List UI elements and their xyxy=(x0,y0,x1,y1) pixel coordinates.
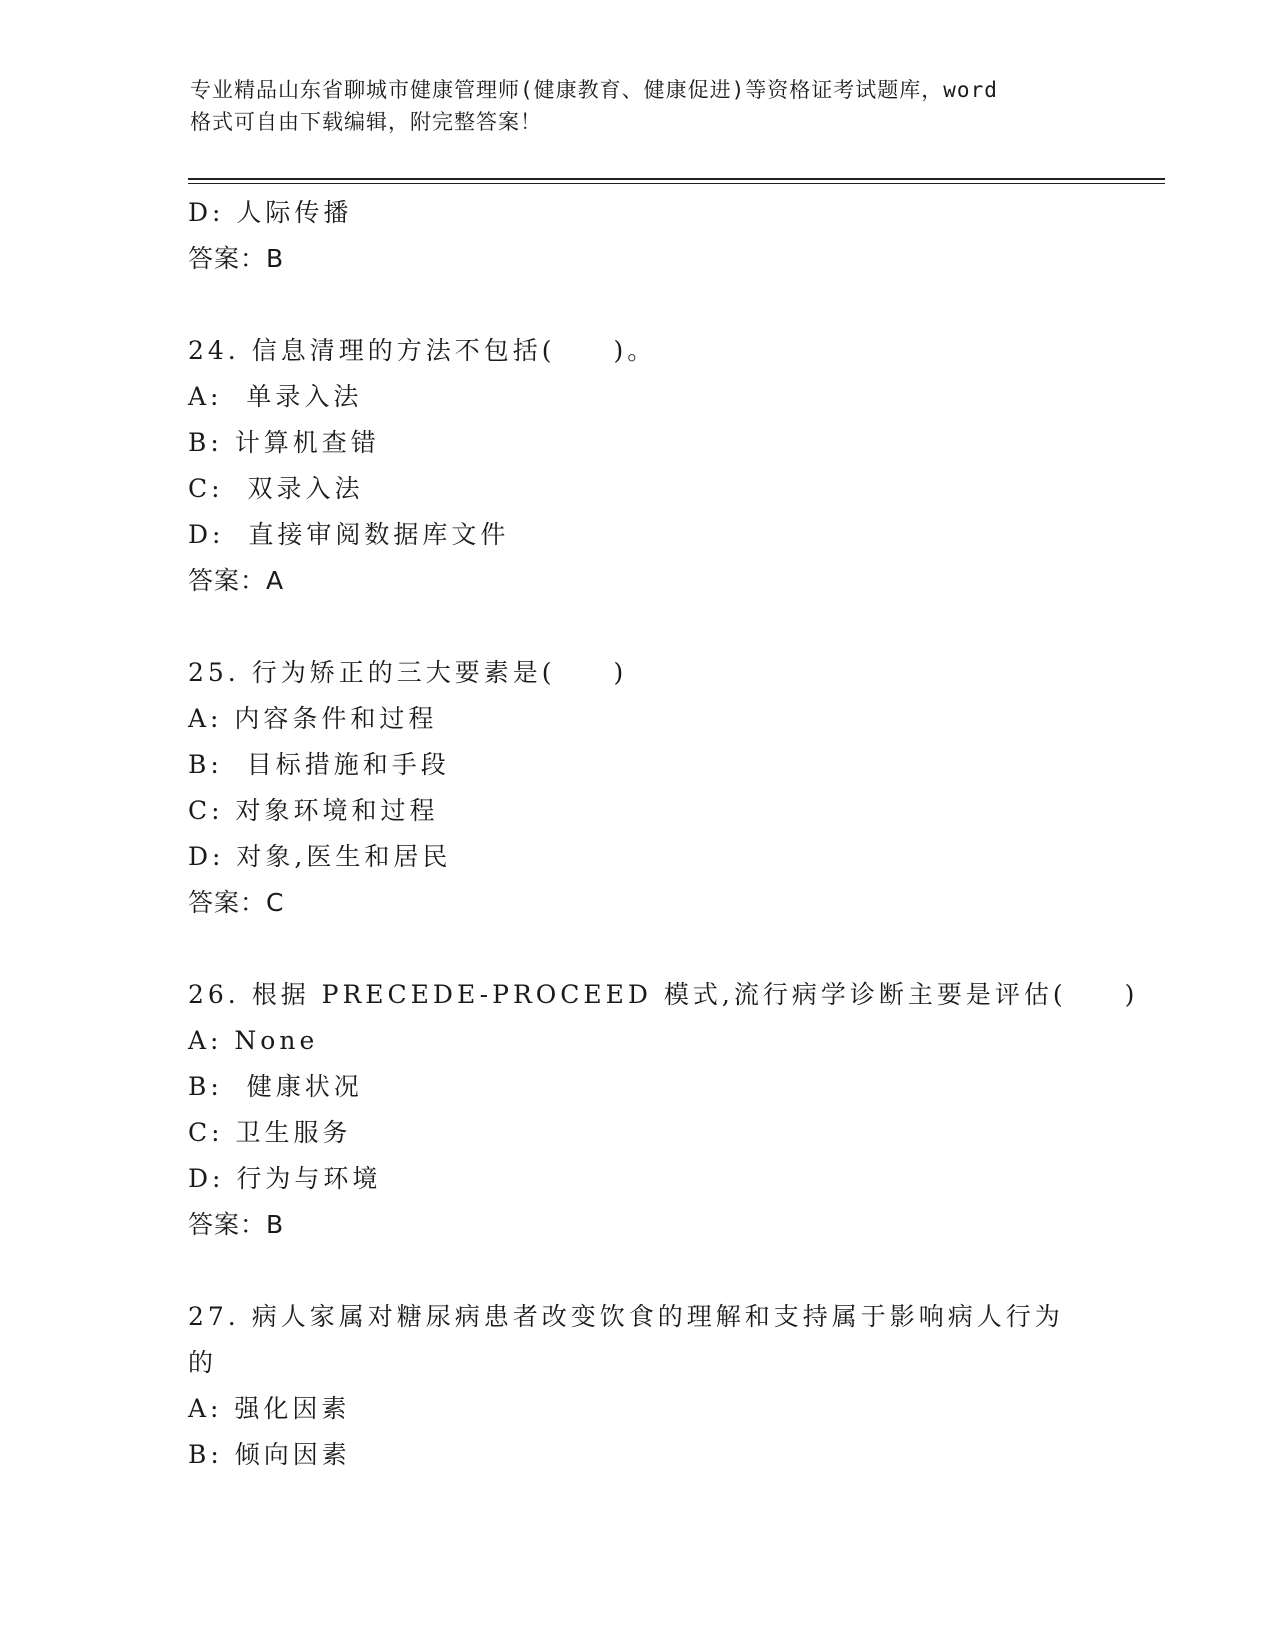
question-stem-line-2: 的 xyxy=(188,1348,218,1377)
option-b: B: 健康状况 xyxy=(188,1072,363,1101)
header-line-2: 格式可自由下载编辑，附完整答案！ xyxy=(190,110,542,134)
spacer xyxy=(188,1248,1088,1294)
option-a: A: 内容条件和过程 xyxy=(188,704,438,733)
header-divider-thick xyxy=(188,178,1165,180)
spacer xyxy=(188,282,1088,328)
question-24 xyxy=(188,328,1088,604)
question-stem: 25. 行为矫正的三大要素是( ) xyxy=(188,658,628,687)
page-header xyxy=(190,74,1120,138)
option-c: C: 卫生服务 xyxy=(188,1118,352,1147)
header-line-1: 专业精品山东省聊城市健康管理师(健康教育、健康促进)等资格证考试题库，word xyxy=(190,78,998,102)
question-25 xyxy=(188,650,1088,926)
answer: 答案：B xyxy=(188,1210,285,1239)
question-stem-line-1: 27. 病人家属对糖尿病患者改变饮食的理解和支持属于影响病人行为 xyxy=(188,1302,1064,1331)
question-list xyxy=(188,190,1139,1478)
question-26 xyxy=(188,972,1139,1248)
option-d: D: 直接审阅数据库文件 xyxy=(188,520,510,549)
prev-question-answer: 答案：B xyxy=(188,244,285,273)
option-a: A: None xyxy=(188,1026,319,1055)
prev-question-option-d: D: 人际传播 xyxy=(188,198,353,227)
option-b: B: 目标措施和手段 xyxy=(188,750,450,779)
option-a: A: 单录入法 xyxy=(188,382,363,411)
header-divider-thin xyxy=(188,183,1165,184)
answer: 答案：A xyxy=(188,566,285,595)
option-c: C: 双录入法 xyxy=(188,474,364,503)
question-stem: 26. 根据 PRECEDE-PROCEED 模式,流行病学诊断主要是评估( ) xyxy=(188,980,1139,1009)
question-27 xyxy=(188,1294,1088,1478)
option-d: D: 对象,医生和居民 xyxy=(188,842,452,871)
spacer xyxy=(188,604,1088,650)
answer: 答案：C xyxy=(188,888,285,917)
question-stem: 24. 信息清理的方法不包括( )。 xyxy=(188,336,657,365)
option-d: D: 行为与环境 xyxy=(188,1164,382,1193)
option-b: B: 倾向因素 xyxy=(188,1440,351,1469)
option-a: A: 强化因素 xyxy=(188,1394,351,1423)
option-c: C: 对象环境和过程 xyxy=(188,796,439,825)
spacer xyxy=(188,926,1088,972)
option-b: B: 计算机查错 xyxy=(188,428,380,457)
